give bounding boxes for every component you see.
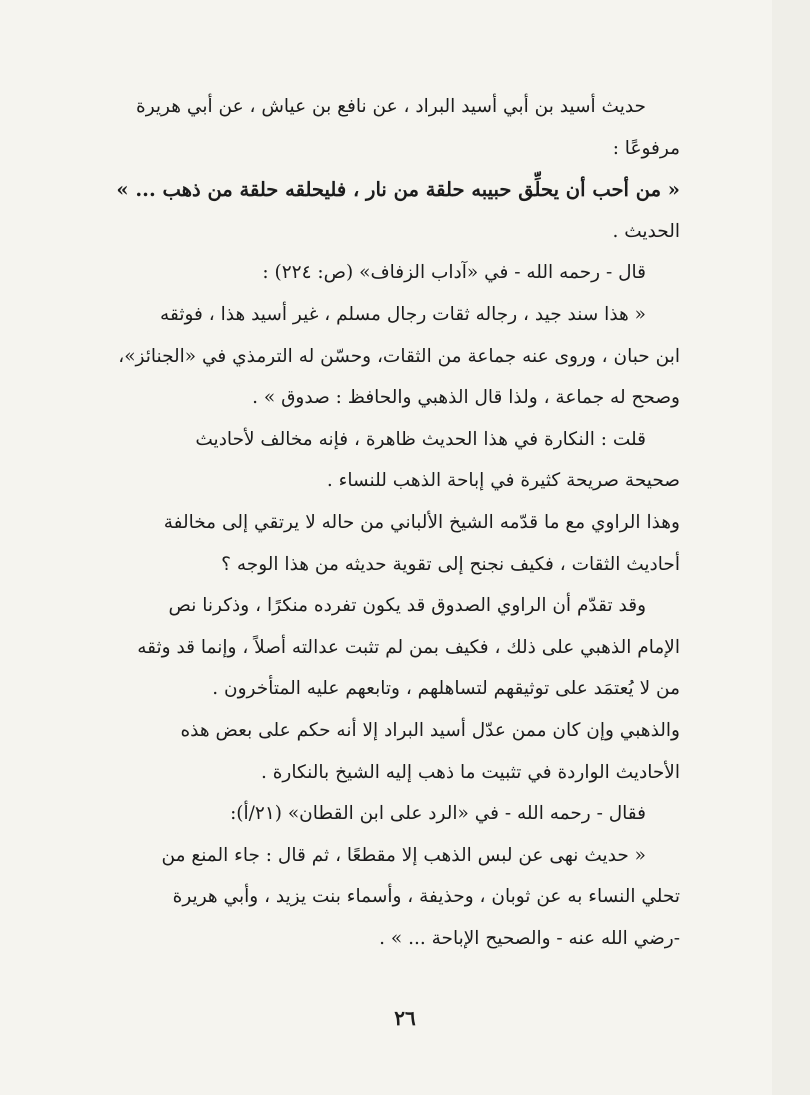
text-line: من لا يُعتمَد على توثيقهم لتساهلهم ، وتابعهم عليه المتأخرون . [212, 678, 680, 700]
text-line: والذهبي وإن كان ممن عدّل أسيد البراد إلا أنه حكم على بعض هذه [180, 719, 680, 741]
hadith-quote-line: « من أحب أن يحلِّق حبيبه حلقة من نار ، فليحلقه حلقة من ذهب ... » [116, 178, 680, 202]
text-line: « هذا سند جيد ، رجاله ثقات رجال مسلم ، غير أسيد هذا ، فوثقه [160, 303, 646, 325]
text-line: قال - رحمه الله - في «آداب الزفاف» (ص: ٢٢٤) : [262, 262, 646, 284]
text-line: وصحح له جماعة ، ولذا قال الذهبي والحافظ : صدوق » . [252, 387, 680, 409]
page-margin [772, 0, 810, 1095]
text-line: قلت : النكارة في هذا الحديث ظاهرة ، فإنه مخالف لأحاديث [195, 428, 646, 450]
text-line: وقد تقدّم أن الراوي الصدوق قد يكون تفرده منكرًا ، وذكرنا نص [168, 595, 646, 617]
text-line: الحديث . [612, 220, 680, 242]
text-line: الإمام الذهبي على ذلك ، فكيف بمن لم تثبت عدالته أصلاً ، وإنما قد وثقه [137, 636, 680, 658]
text-line: « حديث نهى عن لبس الذهب إلا مقطعًا ، ثم قال : جاء المنع من [161, 844, 646, 866]
text-line: -رضي الله عنه - والصحيح الإباحة ... » . [379, 927, 680, 949]
text-line: حديث أسيد بن أبي أسيد البراد ، عن نافع بن عياش ، عن أبي هريرة [136, 96, 646, 117]
page-number: ٢٦ [394, 1006, 416, 1030]
text-line: تحلي النساء به عن ثوبان ، وحذيفة ، وأسماء بنت يزيد ، وأبي هريرة [172, 886, 680, 908]
text-line: أحاديث الثقات ، فكيف نجنح إلى تقوية حديثه من هذا الوجه ؟ [221, 553, 680, 575]
text-line: فقال - رحمه الله - في «الرد على ابن القطان» (٢١/أ): [230, 803, 646, 825]
text-line: ابن حبان ، وروى عنه جماعة من الثقات، وحسّن له الترمذي في «الجنائز»، [118, 345, 680, 367]
text-line: وهذا الراوي مع ما قدّمه الشيخ الألباني من حاله لا يرتقي إلى مخالفة [163, 511, 680, 533]
text-line: مرفوعًا : [612, 137, 680, 159]
body-text [70, 86, 680, 959]
text-line: صحيحة صريحة كثيرة في إباحة الذهب للنساء . [326, 470, 680, 492]
text-line: الأحاديث الواردة في تثبيت ما ذهب إليه الشيخ بالنكارة . [260, 761, 680, 783]
